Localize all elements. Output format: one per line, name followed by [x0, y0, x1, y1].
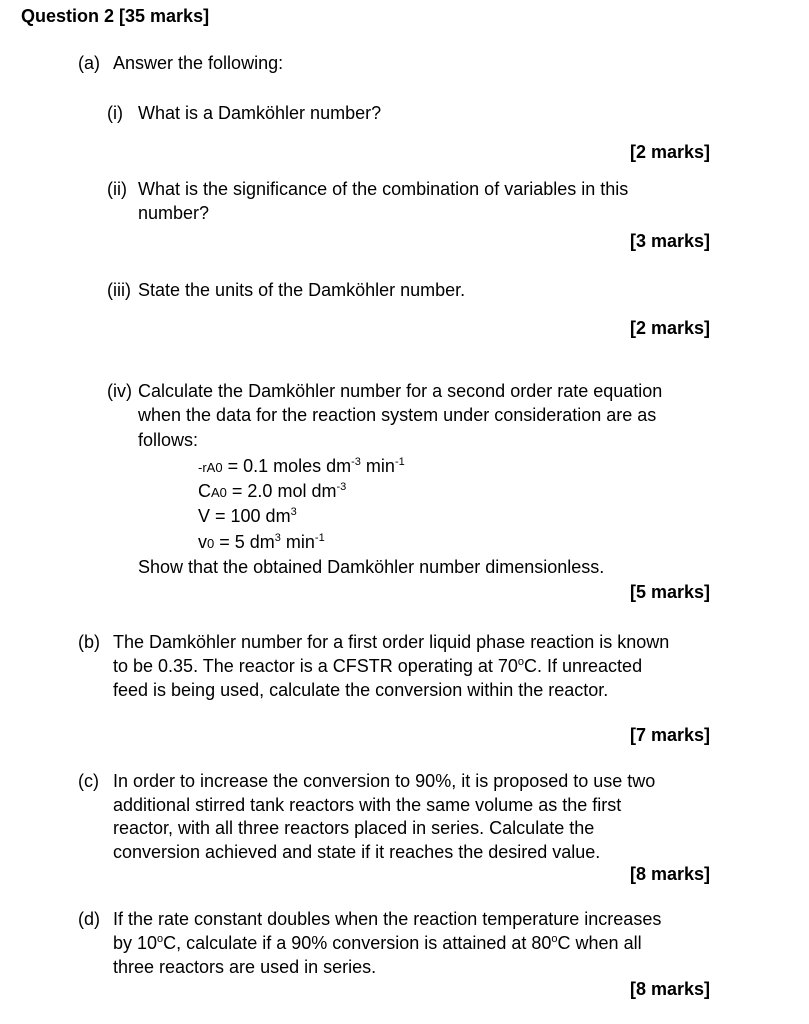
part-d-line3: three reactors are used in series.	[113, 957, 377, 977]
part-a-i-label: (i)	[107, 103, 123, 123]
part-a-iii-marks: [2 marks]	[629, 318, 710, 338]
part-c-line3: reactor, with all three reactors placed in series. Calculate the	[113, 818, 595, 838]
part-a-text: Answer the following:	[113, 53, 284, 73]
part-b-line1: The Damköhler number for a first order liquid phase reaction is known	[113, 632, 670, 652]
part-a-ii-marks: [3 marks]	[629, 231, 710, 251]
part-d-line1: If the rate constant doubles when the reaction temperature increases	[113, 909, 662, 929]
part-a-iv-line3: follows:	[138, 430, 199, 450]
part-c-line1: In order to increase the conversion to 90%, it is proposed to use two	[113, 771, 656, 791]
part-c-line4: conversion achieved and state if it reaches the desired value.	[113, 842, 601, 862]
part-a-ii-line2: number?	[138, 203, 210, 223]
part-b-line2: to be 0.35. The reactor is a CFSTR operating at 70$^o$C. If unreacted	[113, 656, 643, 676]
part-a-iii-text: State the units of the Damköhler number.	[138, 280, 466, 300]
part-a-label: (a)	[78, 53, 100, 73]
part-a-ii-label: (ii)	[107, 179, 127, 199]
part-a-iii-label: (iii)	[107, 280, 131, 300]
rate-ra0-line: -rA0 = 0.1 moles $dm^{-3}$ $\min^{-1}$	[198, 456, 405, 476]
part-a-iv-label: (iv)	[107, 381, 132, 401]
part-a-ii-line1: What is the significance of the combination of variables in this	[138, 179, 629, 199]
part-a-iv-marks: [5 marks]	[629, 582, 710, 602]
part-b-label: (b)	[78, 632, 100, 652]
conc-ca0-line: CA0 = 2.0 mol $dm^{-3}$	[198, 481, 347, 501]
part-a-i-text: What is a Damköhler number?	[138, 103, 382, 123]
flow-v0-line: v0 = 5 $dm^3$ $\min^{-1}$	[198, 532, 325, 552]
part-a-i-marks: [2 marks]	[629, 142, 710, 162]
part-a-iv-show: Show that the obtained Damköhler number dimensionless.	[138, 557, 605, 577]
part-c-marks: [8 marks]	[629, 864, 710, 884]
volume-v-line: V = 100 $dm^3$	[198, 506, 297, 526]
part-b-marks: [7 marks]	[629, 725, 710, 745]
part-b-line3: feed is being used, calculate the conversion within the reactor.	[113, 680, 609, 700]
part-d-label: (d)	[78, 909, 100, 929]
part-d-marks: [8 marks]	[629, 979, 710, 999]
part-a-iv-line1: Calculate the Damköhler number for a second order rate equation	[138, 381, 663, 401]
part-d-line2: by 10$^o$C, calculate if a 90% conversion is attained at 80$^o$C when all	[113, 933, 642, 953]
part-c-label: (c)	[78, 771, 99, 791]
part-c-line2: additional stirred tank reactors with the same volume as the first	[113, 795, 622, 815]
part-a-iv-line2: when the data for the reaction system under consideration are as	[138, 405, 657, 425]
question-title: Question 2 [35 marks]	[21, 6, 210, 26]
